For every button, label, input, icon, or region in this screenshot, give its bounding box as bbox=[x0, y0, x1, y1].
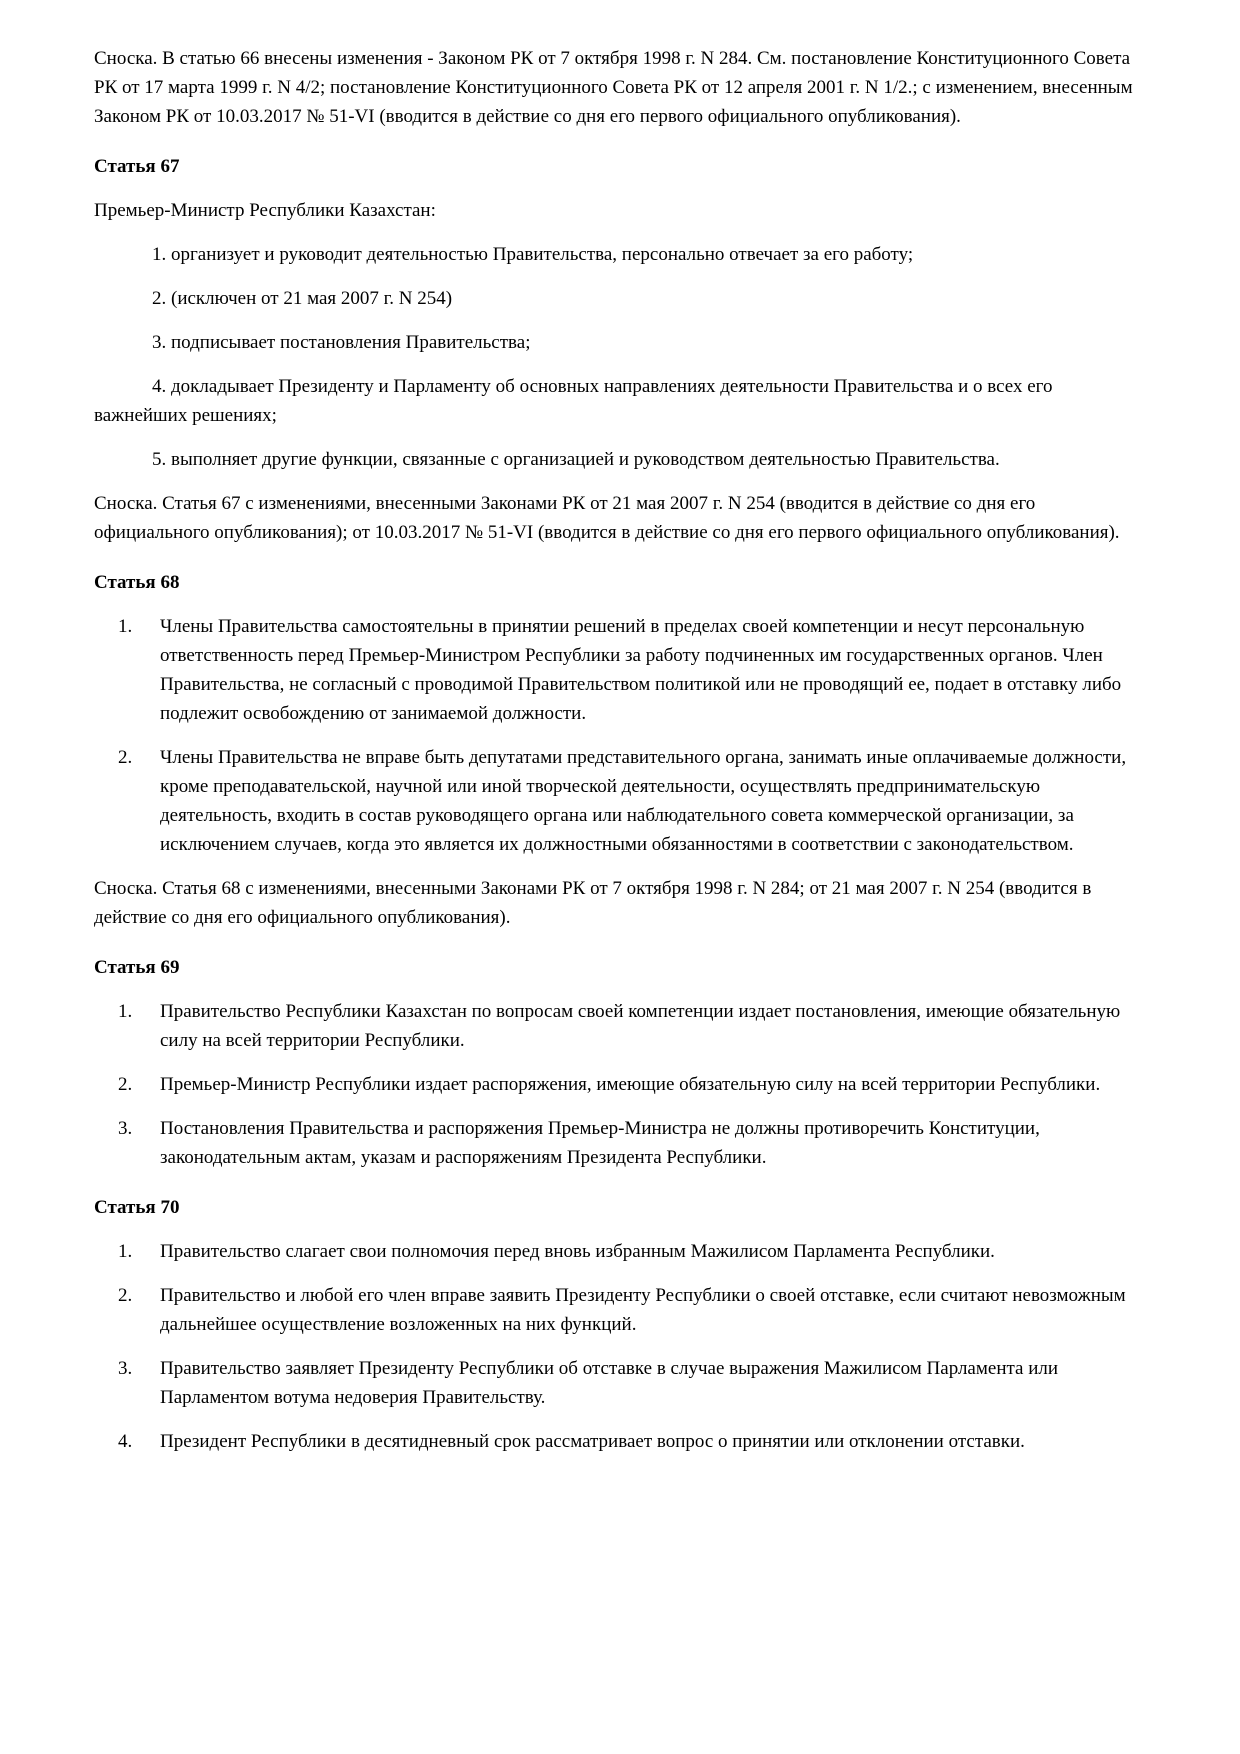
list-item-text: Правительство Республики Казахстан по вопросам своей компетенции издает постановления, имеющие обязательную силу на всей территории Республики. bbox=[160, 1001, 1121, 1051]
list-item-number: 4. bbox=[118, 1431, 133, 1452]
paragraph: 1. организует и руководит деятельностью Правительства, персонально отвечает за его работу; bbox=[152, 244, 914, 265]
list-item-number: 1. bbox=[118, 1241, 133, 1262]
list-item-number: 2. bbox=[118, 747, 133, 768]
paragraph: 3. подписывает постановления Правительства; bbox=[152, 332, 531, 353]
list-item bbox=[94, 1114, 1150, 1172]
list-item-text: Правительство слагает свои полномочия перед вновь избранным Мажилисом Парламента Республики. bbox=[160, 1241, 995, 1262]
list-item-number: 3. bbox=[118, 1358, 133, 1379]
numbered-list bbox=[94, 997, 1150, 1172]
list-item-text: Постановления Правительства и распоряжения Премьер-Министра не должны противоречить Конституции, законодательным актам, указам и распоряжениям Президента Республики. bbox=[160, 1118, 1040, 1168]
article-heading: Статья 70 bbox=[94, 1197, 180, 1218]
list-item bbox=[94, 1237, 1150, 1266]
article-heading: Статья 69 bbox=[94, 957, 180, 978]
list-item bbox=[94, 612, 1150, 728]
numbered-list bbox=[94, 1237, 1150, 1456]
numbered-list bbox=[94, 612, 1150, 859]
list-item-text: Правительство и любой его член вправе заявить Президенту Республики о своей отставке, если считают невозможным дальнейшее осуществление возложенных на них функций. bbox=[160, 1285, 1126, 1335]
list-item-number: 2. bbox=[118, 1285, 133, 1306]
list-item bbox=[94, 1354, 1150, 1412]
list-item bbox=[94, 1281, 1150, 1339]
list-item-number: 1. bbox=[118, 1001, 133, 1022]
footnote-paragraph: Сноска. Статья 67 с изменениями, внесенными Законами РК от 21 мая 2007 г. N 254 (вводится в действие со дня его официального опубликования); от 10.03.2017 № 51-VI (вводится в действие со дня его первого официального опубликования). bbox=[94, 493, 1120, 543]
list-item bbox=[94, 743, 1150, 859]
footnote-paragraph: Сноска. В статью 66 внесены изменения - Законом РК от 7 октября 1998 г. N 284. См. постановление Конституционного Совета РК от 17 марта 1999 г. N 4/2; постановление Конституционного Совета РК от 12 апреля 2001 г. N 1/2.; с изменением, внесенным Законом РК от 10.03.2017 № 51-VI (вводится в действие со дня его первого официального опубликования). bbox=[94, 48, 1133, 127]
list-item-text: Члены Правительства самостоятельны в принятии решений в пределах своей компетенции и несут персональную ответственность перед Премьер-Министром Республики за работу подчиненных им государственных органов. Член Правительства, не согласный с проводимой Правительством политикой или не проводящий ее, подает в отставку либо подлежит освобождению от занимаемой должности. bbox=[160, 616, 1122, 724]
list-item-text: Премьер-Министр Республики издает распоряжения, имеющие обязательную силу на всей территории Республики. bbox=[160, 1074, 1101, 1095]
list-item-text: Члены Правительства не вправе быть депутатами представительного органа, занимать иные оплачиваемые должности, кроме преподавательской, научной или иной творческой деятельности, осуществлять предпринимательскую деятельность, входить в состав руководящего органа или наблюдательного совета коммерческой организации, за исключением случаев, когда это является их должностными обязанностями в соответствии с законодательством. bbox=[160, 747, 1127, 855]
paragraph: 4. докладывает Президенту и Парламенту об основных направлениях деятельности Правительства и о всех его важнейших решениях; bbox=[94, 376, 1053, 426]
paragraph: Премьер-Министр Республики Казахстан: bbox=[94, 200, 436, 221]
article-heading: Статья 67 bbox=[94, 156, 180, 177]
list-item-text: Президент Республики в десятидневный срок рассматривает вопрос о принятии или отклонении отставки. bbox=[160, 1431, 1025, 1452]
list-item-text: Правительство заявляет Президенту Республики об отставке в случае выражения Мажилисом Парламента или Парламентом вотума недоверия Правительству. bbox=[160, 1358, 1059, 1408]
list-item-number: 2. bbox=[118, 1074, 133, 1095]
list-item bbox=[94, 1070, 1150, 1099]
list-item-number: 3. bbox=[118, 1118, 133, 1139]
list-item-number: 1. bbox=[118, 616, 133, 637]
article-heading: Статья 68 bbox=[94, 572, 180, 593]
list-item bbox=[94, 1427, 1150, 1456]
paragraph: 2. (исключен от 21 мая 2007 г. N 254) bbox=[152, 288, 453, 309]
list-item bbox=[94, 997, 1150, 1055]
footnote-paragraph: Сноска. Статья 68 с изменениями, внесенными Законами РК от 7 октября 1998 г. N 284; от 21 мая 2007 г. N 254 (вводится в действие со дня его официального опубликования). bbox=[94, 878, 1092, 928]
paragraph: 5. выполняет другие функции, связанные с организацией и руководством деятельностью Правительства. bbox=[152, 449, 1000, 470]
